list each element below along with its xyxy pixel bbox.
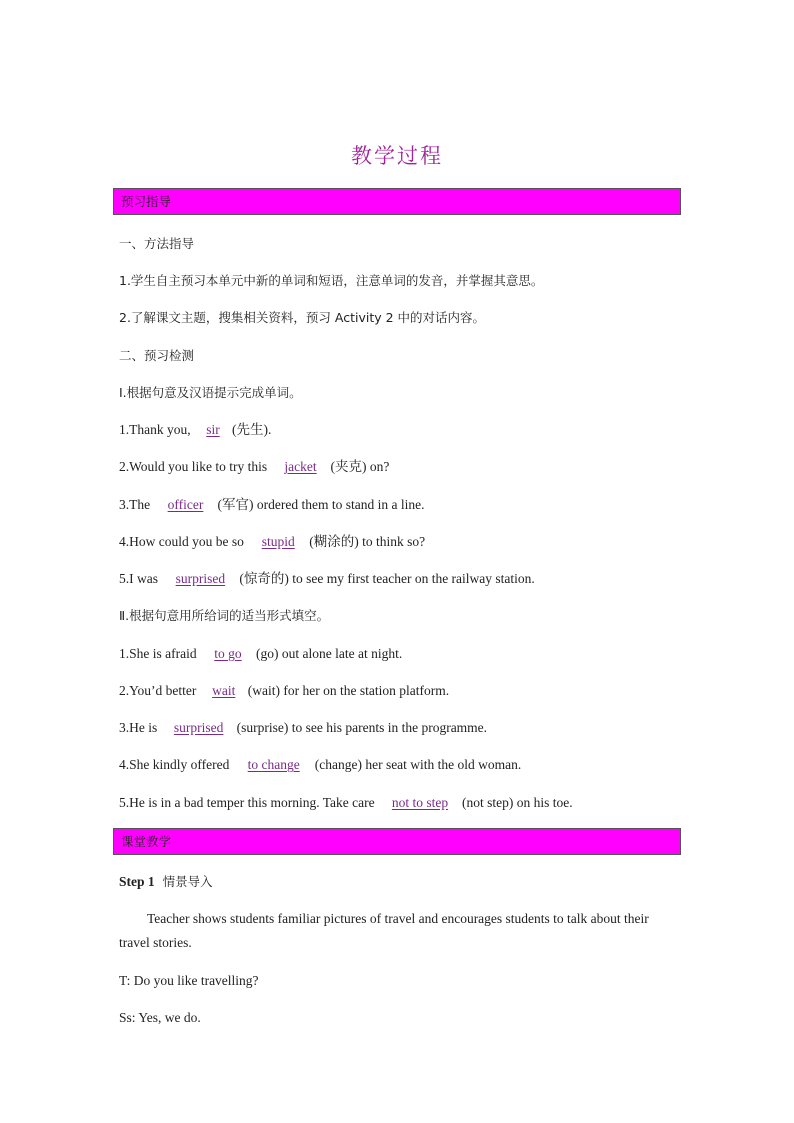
exercise-prompt: 4.She kindly offered: [119, 757, 233, 772]
exercise-prompt: 5.I was: [119, 571, 162, 586]
exercise-item: [119, 719, 699, 737]
exercise-prompt: 2.You’d better: [119, 683, 200, 698]
exercise-hint: (go) out alone late at night.: [255, 646, 403, 661]
exercise-item: [119, 421, 699, 439]
answer-blank: officer: [167, 497, 204, 512]
answer-blank: jacket: [284, 459, 317, 474]
section-bar-classroom: 课堂教学: [113, 828, 681, 855]
step-label: Step 1: [119, 874, 155, 889]
exercise-prompt: 1.She is afraid: [119, 646, 200, 661]
exercise-item: [119, 645, 699, 663]
exercise-item: [119, 756, 699, 774]
exercise-prompt: 3.The: [119, 497, 154, 512]
part1-heading: Ⅰ.根据句意及汉语提示完成单词。: [119, 385, 302, 400]
exercise-item: [119, 458, 699, 476]
answer-blank: not to step: [391, 795, 449, 810]
exercise-prompt: 4.How could you be so: [119, 534, 248, 549]
method-item: 2.了解课文主题，搜集相关资料，预习 Activity 2 中的对话内容。: [119, 310, 486, 325]
exercise-hint: (surprise) to see his parents in the programme.: [236, 720, 488, 735]
method-item: 1.学生自主预习本单元中新的单词和短语，注意单词的发音，并掌握其意思。: [119, 273, 544, 288]
exercise-hint: (惊奇的) to see my first teacher on the railway station.: [239, 571, 535, 586]
exercise-hint: (军官) ordered them to stand in a line.: [217, 497, 425, 512]
method-heading: 一、方法指导: [119, 236, 195, 251]
answer-blank: wait: [212, 683, 236, 698]
dialogue-line: T: Do you like travelling?: [119, 973, 259, 988]
exercise-hint: (wait) for her on the station platform.: [247, 683, 450, 698]
exercise-hint: (夹克) on?: [330, 459, 390, 474]
answer-blank: surprised: [173, 720, 224, 735]
exercise-hint: (change) her seat with the old woman.: [314, 757, 522, 772]
answer-blank: stupid: [261, 534, 295, 549]
step-heading: [119, 873, 699, 891]
answer-blank: to go: [214, 646, 242, 661]
exercise-item: [119, 794, 699, 812]
answer-blank: sir: [206, 422, 220, 437]
exercise-hint: (not step) on his toe.: [461, 795, 573, 810]
exercise-item: [119, 496, 699, 514]
page-title: 教学过程: [351, 144, 443, 168]
exercise-prompt: 2.Would you like to try this: [119, 459, 271, 474]
check-heading: 二、预习检测: [119, 348, 195, 363]
step-title: 情景导入: [162, 874, 213, 889]
exercise-prompt: 3.He is: [119, 720, 161, 735]
exercise-item: [119, 533, 699, 551]
section-bar-preview: 预习指导: [113, 188, 681, 215]
answer-blank: to change: [247, 757, 300, 772]
exercise-prompt: 1.Thank you,: [119, 422, 194, 437]
step-paragraph: Teacher shows students familiar pictures of travel and encourages students to talk about their travel stories.: [119, 911, 649, 950]
exercise-hint: (先生).: [232, 422, 272, 437]
exercise-prompt: 5.He is in a bad temper this morning. Take care: [119, 795, 378, 810]
answer-blank: surprised: [175, 571, 226, 586]
exercise-item: [119, 682, 699, 700]
dialogue-line: Ss: Yes, we do.: [119, 1010, 201, 1025]
part2-heading: Ⅱ.根据句意用所给词的适当形式填空。: [119, 608, 330, 623]
exercise-hint: (糊涂的) to think so?: [309, 534, 426, 549]
exercise-item: [119, 570, 699, 588]
